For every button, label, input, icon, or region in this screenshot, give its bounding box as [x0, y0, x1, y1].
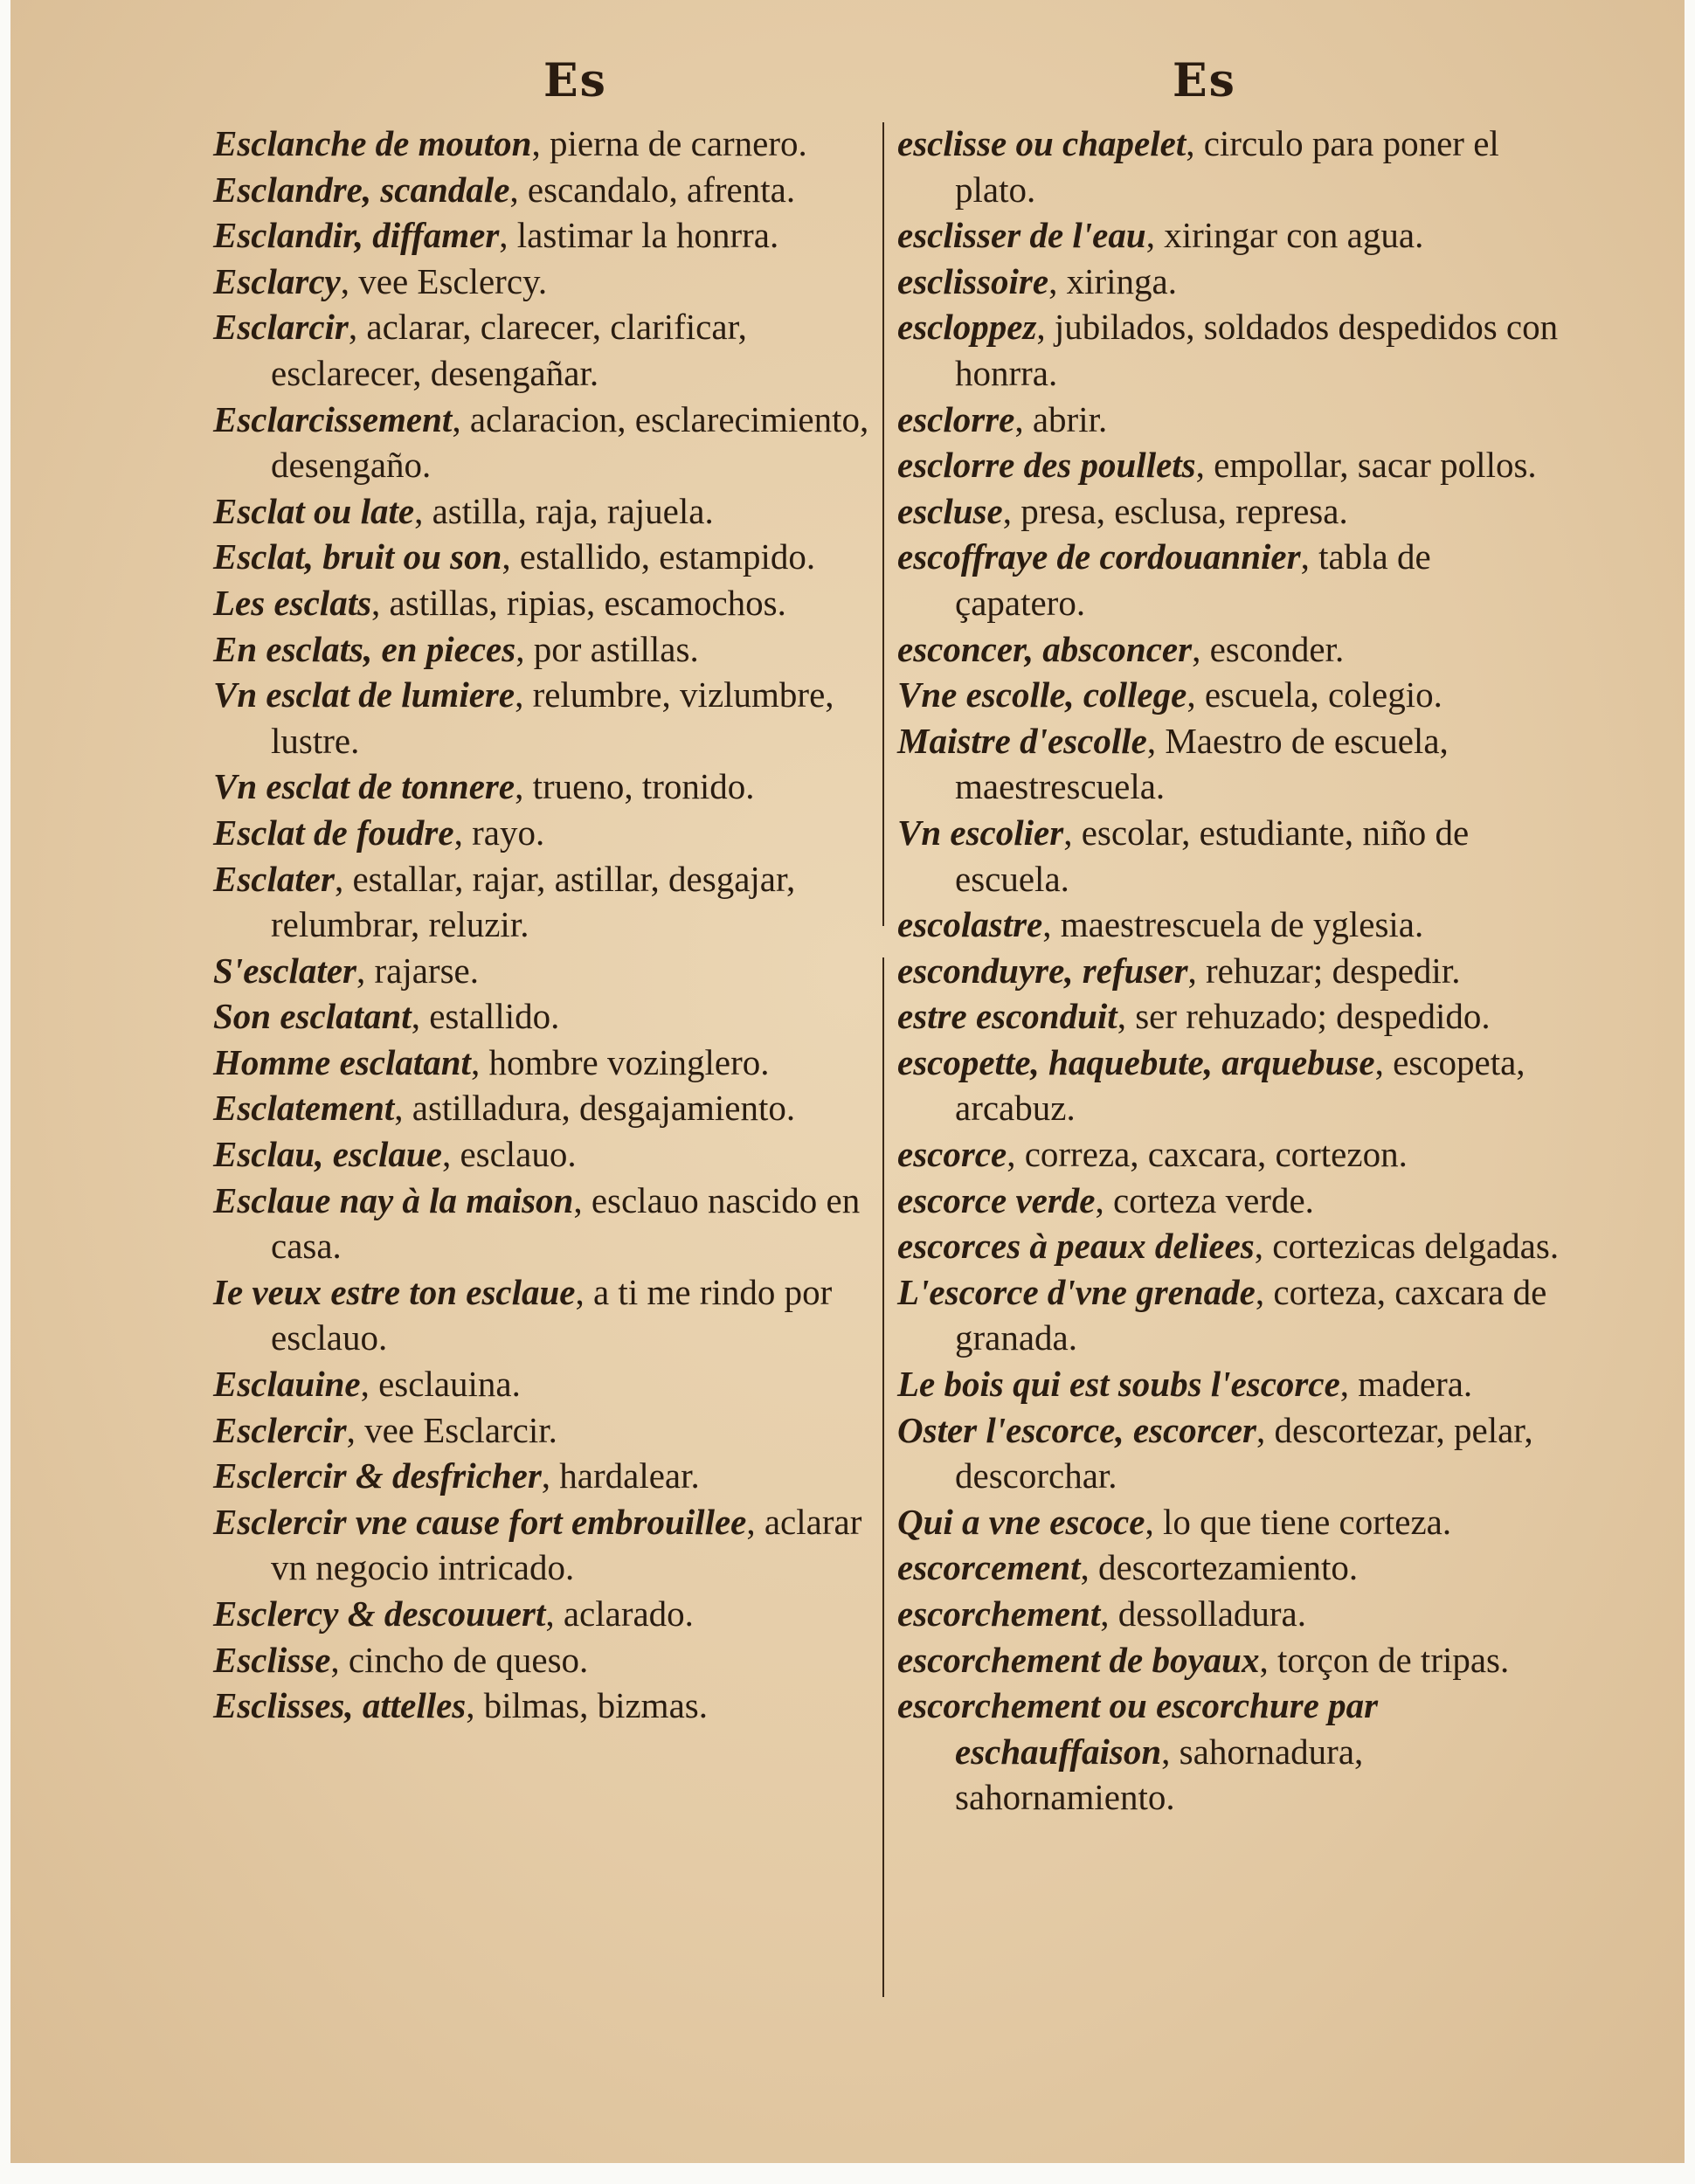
- dictionary-entry: [213, 1407, 870, 1454]
- entry-headword: Esclercy & descouuert: [213, 1593, 546, 1634]
- dictionary-entry: [897, 397, 1570, 443]
- dictionary-entry: [213, 626, 870, 673]
- entry-definition: , relumbre, vizlumbre, lustre.: [271, 674, 834, 761]
- dictionary-entry: [213, 1361, 870, 1407]
- entry-headword: Esclisses, attelles: [213, 1685, 467, 1726]
- entry-headword: Esclercir vne cause fort embrouillee: [213, 1501, 747, 1542]
- entry-headword: Son esclatant: [213, 996, 412, 1037]
- entry-definition: , dessolladura.: [1100, 1593, 1306, 1634]
- entry-headword: esconcer, absconcer: [897, 628, 1193, 669]
- dictionary-entry: [897, 534, 1570, 625]
- entry-headword: Esclercir & desfricher: [213, 1455, 542, 1496]
- dictionary-entry: [897, 1545, 1570, 1591]
- dictionary-entry: [897, 442, 1570, 488]
- dictionary-entry: [213, 1178, 870, 1269]
- entry-headword: Esclauine: [213, 1364, 361, 1405]
- entry-headword: esclisser de l'eau: [897, 215, 1146, 256]
- entry-definition: , esconder.: [1192, 628, 1345, 669]
- entry-definition: , aclarar, clarecer, clarificar, esclarecer, desengañar.: [271, 307, 747, 393]
- dictionary-entry: [213, 1637, 870, 1683]
- dictionary-entry: [897, 1407, 1570, 1499]
- entry-definition: , rayo.: [453, 812, 545, 853]
- dictionary-entry: [897, 1637, 1570, 1683]
- dictionary-entry: [213, 856, 870, 948]
- entry-definition: , por astillas.: [515, 628, 699, 669]
- entry-definition: , estallar, rajar, astillar, desgajar, relumbrar, reluzir.: [271, 858, 796, 945]
- entry-definition: , abrir.: [1014, 398, 1108, 439]
- dictionary-entry: [897, 718, 1570, 810]
- dictionary-entry: [213, 993, 870, 1040]
- entry-headword: escluse: [897, 490, 1003, 531]
- entry-definition: , lastimar la honrra.: [499, 215, 779, 256]
- dictionary-entry: [213, 212, 870, 259]
- entry-definition: , descortezamiento.: [1080, 1547, 1359, 1588]
- entry-definition: , tabla de çapatero.: [955, 536, 1431, 623]
- entry-definition: , descortezar, pelar, descorchar.: [955, 1409, 1533, 1496]
- entry-headword: Vne escolle, college: [897, 674, 1187, 715]
- entry-definition: , vee Esclarcir.: [346, 1409, 557, 1450]
- entry-headword: Esclat, bruit ou son: [213, 536, 502, 577]
- dictionary-entry: [213, 1269, 870, 1361]
- entry-headword: Esclaue nay à la maison: [213, 1179, 574, 1220]
- entry-definition: , estallido, estampido.: [502, 536, 816, 577]
- dictionary-entry: [213, 259, 870, 305]
- entry-headword: Esclarcissement: [213, 398, 453, 439]
- entry-definition: , astilla, raja, rajuela.: [414, 490, 714, 531]
- entry-headword: esclissoire: [897, 260, 1049, 301]
- dictionary-entry: [897, 1683, 1570, 1821]
- entry-headword: Qui a vne escoce: [897, 1501, 1145, 1542]
- entry-definition: , maestrescuela de yglesia.: [1042, 904, 1424, 945]
- entry-definition: , presa, esclusa, represa.: [1002, 490, 1348, 531]
- entry-headword: Homme esclatant: [213, 1041, 471, 1082]
- dictionary-entry: [897, 121, 1570, 212]
- entry-headword: escorcement: [897, 1547, 1081, 1588]
- entry-headword: escopette, haquebute, arquebuse: [897, 1041, 1375, 1082]
- entry-headword: Vn escolier: [897, 812, 1064, 853]
- dictionary-entry: [213, 948, 870, 994]
- entry-headword: Les esclats: [213, 582, 372, 623]
- running-head-left: Es: [543, 54, 607, 107]
- entry-definition: , esclauo.: [441, 1134, 577, 1175]
- entry-definition: , torçon de tripas.: [1259, 1639, 1510, 1680]
- entry-definition: , aclarar vn negocio intricado.: [271, 1501, 862, 1588]
- dictionary-entry: [897, 1131, 1570, 1178]
- entry-definition: , ser rehuzado; despedido.: [1117, 996, 1491, 1037]
- dictionary-entry: [897, 993, 1570, 1040]
- dictionary-entry: [897, 1591, 1570, 1637]
- dictionary-entry: [897, 304, 1570, 396]
- entry-definition: , corteza verde.: [1095, 1179, 1314, 1220]
- entry-headword: Esclanche de mouton: [213, 123, 532, 163]
- entry-definition: , lo que tiene corteza.: [1145, 1501, 1452, 1542]
- entry-headword: escorchement ou escorchure par eschauffaison: [897, 1685, 1379, 1772]
- entry-definition: , escuela, colegio.: [1186, 674, 1442, 715]
- left-column: [213, 121, 870, 1729]
- entry-definition: , aclarado.: [545, 1593, 694, 1634]
- entry-headword: Esclater: [213, 858, 335, 899]
- entry-definition: , astilladura, desgajamiento.: [394, 1088, 796, 1129]
- dictionary-entry: [213, 764, 870, 810]
- right-column: [897, 121, 1570, 1821]
- entry-headword: Maistre d'escolle: [897, 720, 1147, 761]
- dictionary-entry: [213, 1453, 870, 1499]
- dictionary-entry: [213, 1085, 870, 1131]
- dictionary-entry: [213, 1683, 870, 1729]
- entry-headword: Esclandre, scandale: [213, 169, 510, 210]
- entry-headword: escorces à peaux deliees: [897, 1226, 1255, 1267]
- entry-definition: , empollar, sacar pollos.: [1195, 445, 1537, 486]
- entry-definition: , vee Esclercy.: [340, 260, 548, 301]
- dictionary-entry: [897, 259, 1570, 305]
- dictionary-entry: [213, 121, 870, 167]
- entry-definition: , sahornadura, sahornamiento.: [955, 1731, 1364, 1818]
- dictionary-entry: [897, 1178, 1570, 1224]
- dictionary-entry: [213, 1499, 870, 1591]
- entry-definition: , rajarse.: [356, 950, 479, 991]
- entry-definition: , escolar, estudiante, niño de escuela.: [955, 812, 1470, 899]
- entry-headword: escorchement de boyaux: [897, 1639, 1260, 1680]
- entry-headword: escorchement: [897, 1593, 1101, 1634]
- dictionary-entry: [897, 1361, 1570, 1407]
- column-rule: [882, 122, 884, 926]
- dictionary-entry: [897, 1223, 1570, 1269]
- entry-definition: , cincho de queso.: [330, 1639, 589, 1680]
- entry-definition: , corteza, caxcara de granada.: [955, 1271, 1547, 1358]
- dictionary-entry: [213, 488, 870, 535]
- entry-headword: Esclau, esclaue: [213, 1134, 442, 1175]
- dictionary-entry: [897, 626, 1570, 673]
- entry-headword: Esclandir, diffamer: [213, 215, 500, 256]
- dictionary-entry: [897, 948, 1570, 994]
- entry-headword: Oster l'escorce, escorcer: [897, 1409, 1257, 1450]
- entry-headword: Esclarcir: [213, 307, 349, 348]
- dictionary-entry: [897, 672, 1570, 718]
- entry-headword: Esclat ou late: [213, 490, 415, 531]
- entry-definition: , esclauo nascido en casa.: [271, 1179, 861, 1267]
- dictionary-entry: [897, 1269, 1570, 1361]
- column-rule: [882, 957, 884, 1997]
- entry-definition: , rehuzar; despedir.: [1187, 950, 1461, 991]
- entry-definition: , escandalo, afrenta.: [509, 169, 796, 210]
- entry-headword: esclorre des poullets: [897, 445, 1196, 486]
- running-head-right: Es: [1173, 54, 1236, 107]
- dictionary-entry: [213, 1591, 870, 1637]
- entry-headword: esclorre: [897, 398, 1015, 439]
- dictionary-entry: [213, 810, 870, 856]
- entry-definition: , escopeta, arcabuz.: [955, 1041, 1526, 1129]
- entry-definition: , Maestro de escuela, maestrescuela.: [955, 720, 1449, 807]
- dictionary-entry: [213, 397, 870, 488]
- entry-headword: Le bois qui est soubs l'escorce: [897, 1364, 1340, 1405]
- entry-headword: esclisse ou chapelet: [897, 123, 1186, 163]
- dictionary-page: [10, 0, 1685, 2163]
- entry-definition: , pierna de carnero.: [531, 123, 807, 163]
- entry-headword: Esclisse: [213, 1639, 331, 1680]
- entry-headword: esconduyre, refuser: [897, 950, 1188, 991]
- dictionary-entry: [897, 212, 1570, 259]
- entry-headword: escloppez: [897, 307, 1037, 348]
- entry-headword: Esclercir: [213, 1409, 347, 1450]
- entry-definition: , estallido.: [411, 996, 560, 1037]
- entry-headword: Vn esclat de lumiere: [213, 674, 515, 715]
- entry-definition: , astillas, ripias, escamochos.: [371, 582, 786, 623]
- dictionary-entry: [897, 488, 1570, 535]
- dictionary-entry: [897, 1499, 1570, 1545]
- entry-headword: escolastre: [897, 904, 1043, 945]
- dictionary-entry: [897, 1040, 1570, 1131]
- entry-definition: , xiringa.: [1048, 260, 1177, 301]
- entry-definition: , cortezicas delgadas.: [1254, 1226, 1560, 1267]
- dictionary-entry: [213, 672, 870, 764]
- entry-headword: Vn esclat de tonnere: [213, 766, 515, 807]
- entry-definition: , madera.: [1339, 1364, 1473, 1405]
- dictionary-entry: [213, 1131, 870, 1178]
- dictionary-entry: [213, 580, 870, 626]
- entry-headword: estre esconduit: [897, 996, 1117, 1037]
- dictionary-entry: [213, 167, 870, 213]
- entry-headword: Esclat de foudre: [213, 812, 454, 853]
- entry-definition: , jubilados, soldados despedidos con honrra.: [955, 307, 1559, 393]
- entry-headword: escoffraye de cordouannier: [897, 536, 1301, 577]
- entry-headword: Esclarcy: [213, 260, 341, 301]
- entry-definition: , correza, caxcara, cortezon.: [1007, 1134, 1408, 1175]
- entry-definition: , hombre vozinglero.: [470, 1041, 770, 1082]
- entry-definition: , xiringar con agua.: [1145, 215, 1424, 256]
- entry-headword: Esclatement: [213, 1088, 395, 1129]
- entry-headword: escorce: [897, 1134, 1007, 1175]
- entry-headword: S'esclater: [213, 950, 356, 991]
- dictionary-entry: [213, 304, 870, 396]
- entry-definition: , aclaracion, esclarecimiento, desengaño.: [271, 398, 869, 486]
- entry-definition: , circulo para poner el plato.: [955, 123, 1499, 210]
- entry-definition: , hardalear.: [541, 1455, 700, 1496]
- entry-definition: , esclauina.: [360, 1364, 521, 1405]
- entry-definition: , trueno, tronido.: [515, 766, 755, 807]
- entry-definition: , bilmas, bizmas.: [466, 1685, 708, 1726]
- dictionary-entry: [897, 810, 1570, 902]
- dictionary-entry: [213, 534, 870, 580]
- dictionary-entry: [897, 902, 1570, 948]
- entry-headword: Ie veux estre ton esclaue: [213, 1271, 576, 1312]
- entry-headword: En esclats, en pieces: [213, 628, 516, 669]
- entry-definition: , a ti me rindo por esclauo.: [271, 1271, 833, 1358]
- entry-headword: escorce verde: [897, 1179, 1096, 1220]
- dictionary-entry: [213, 1040, 870, 1086]
- entry-headword: L'escorce d'vne grenade: [897, 1271, 1256, 1312]
